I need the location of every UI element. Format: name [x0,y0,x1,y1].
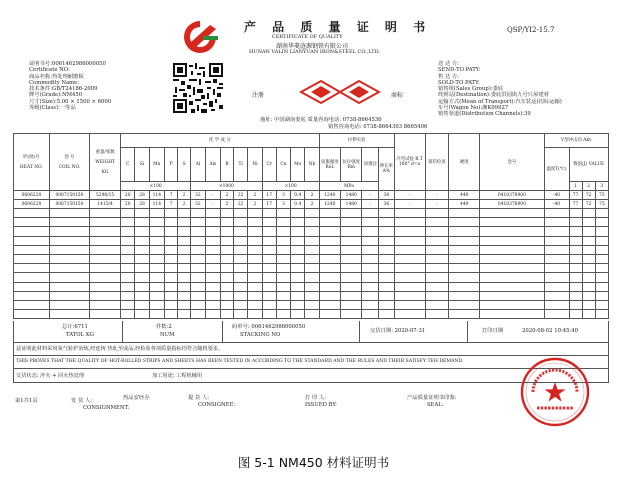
total-weight: 总计:6711 [62,324,88,330]
el-c: C [121,148,135,182]
chem-cell: 2 [178,200,191,209]
detect-cell: - [425,200,449,209]
empty-row [14,310,609,319]
chem-cell: 32 [191,200,205,209]
heat-no-cell: 0606228 [14,200,50,209]
el-p: P [165,148,178,182]
coil-no-cell: 0087150150 [49,200,89,209]
chem-cell: 2 [220,191,233,200]
v3-cell: 75 [595,191,608,200]
empty-row [14,245,609,254]
yield-ratio-header: 屈强比 [362,148,379,182]
print-date-label: 打印日期 [482,328,504,334]
empty-row [14,209,609,218]
bend-cell: - [394,200,425,209]
el-al: Al [191,148,205,182]
document-title-en: CERTIFICATE OF QUALITY [272,34,343,40]
coil-no-cell: 0087150150 [49,191,89,200]
shipping-info: 送 达 方: SEND-TO PATY: 售 达 方: SOLD-TO PATY: 销售组(Sales Group):娄底 终到站(Destination):娄底洪园街九号只屋建材 运输方式(Mean of Transport):汽车装运(招标运输) 车号(Wagon No):湘K09927 销售渠道(Distribution Channels):39 [438,61,562,118]
piece-count-en: NUM [160,332,175,338]
unit-1000: ×1000 [191,182,262,191]
chem-cell: 20 [121,200,135,209]
chem-cell: - [205,200,220,209]
chem-cell: 7 [165,200,178,209]
document-code: QSP/YI2-15.7 [507,26,555,34]
company-name-en: HUNAN VALIN LIANYUAN IRON&STEEL CO.,LTD. [249,49,380,55]
piece-count: 件数:2 [156,324,172,330]
v2-cell: 72 [582,191,595,200]
el-mn: Mn [149,148,164,182]
value-header: 数值(J) VALUE [569,148,609,182]
weight-header: 重量/张数 WEIGHT KG [90,134,121,191]
trademark-label: 商标 [391,92,404,99]
trademark-icon [299,78,381,106]
chem-cell: 2 [248,191,262,200]
chem-cell: 2 [178,191,191,200]
temp-cell: -40 [544,200,569,209]
v2-cell: 72 [582,200,595,209]
el-s: S [178,148,191,182]
detect-cell: - [425,191,449,200]
temperature-header: 温度T(℃) [544,148,569,191]
el-si: Si [135,148,149,182]
chem-cell: 28 [135,191,149,200]
table-row [14,200,609,209]
el-mo: Mo [291,148,305,182]
page-number: 第1共1页 [15,398,38,404]
ratio-cell: - [362,200,379,209]
empty-row [14,282,609,291]
print-date: 2020-08-02 10:45:40 [522,328,579,334]
elongation-header: 伸长率A% [379,148,394,191]
yield-header: 屈服强度ReL [319,148,340,182]
chem-cell: 17 [262,200,276,209]
quality-table [13,133,609,319]
contact-address: 地址: 中国湖南娄底 质量咨询电话: 0738-8664536 销售咨询电话: 0738-8664303 8665406 [260,117,428,130]
empty-row [14,264,609,273]
chem-cell: 2 [220,200,233,209]
unit-100: ×100 [121,182,191,191]
coil2-cell: 0410378900 [480,200,544,209]
stacking-no-en: STACKING NO [240,332,281,338]
impact-idx-3: 3 [595,182,608,191]
tensile-cell: 1480 [341,191,362,200]
total-weight-en: TATOL KG [66,332,95,338]
hard-cell: 449 [449,200,480,209]
empty-row [14,218,609,227]
chem-cell: 28 [135,200,149,209]
chem-cell: 2 [305,200,319,209]
coil2-header: 卷号 [480,134,544,191]
tensile-header: 拉伸实验 [319,134,394,148]
bend-header: 冷弯试验 B.T 180° d=a [394,134,425,191]
qr-code-icon [173,63,223,113]
chem-cell: 3 [276,191,290,200]
heat-no-cell: 0606228 [14,191,50,200]
chem-cell: 7 [165,191,178,200]
elong-cell: 36 [379,191,394,200]
chem-cell: 22 [234,200,248,209]
el-ni: Ni [248,148,262,182]
weight-cell: 5296/15 [90,191,121,200]
tensile-cell: 1480 [341,200,362,209]
el-cr: Cr [262,148,276,182]
chem-cell: 20 [121,191,135,200]
chem-cell: 114 [149,200,164,209]
el-cu: Cu [276,148,290,182]
temp-cell: -40 [544,191,569,200]
chem-cell: 32 [191,191,205,200]
notes-en: THIS PROVES THAT THE QUALITY OF HOT-ROLLED STRIPS AND SHEETS HAS BEEN TESTED IN ACCORDING TO THE STANDARD AND THE RULES AND THEIR SATISFY TEH DEMAND. [13,356,609,369]
chem-cell: 3 [276,200,290,209]
empty-row [14,236,609,245]
consignor-signature: 热品安经办 [123,395,150,401]
tensile-strength-header: 抗拉强度Rm [341,148,362,182]
company-name-cn: 湖南华菱涟源钢铁有限公司 [276,43,349,50]
mpa-unit: MPa [319,182,378,191]
el-b: B [220,148,233,182]
delivery-condition: 交货状态: 淬火 + 回火热处理 加工用途: 工程机械用 [13,369,609,383]
chem-cell: 17 [262,191,276,200]
empty-row [14,300,609,309]
coil-no-header: 卷 号 COIL NO. [49,134,89,191]
el-als: Als [205,148,220,182]
chem-cell: 0.4 [291,200,305,209]
heat-no-header: 炉(批)号 HEAT NO. [14,134,50,191]
chem-cell: 22 [234,191,248,200]
impact-idx-1: 1 [569,182,582,191]
official-seal-icon [519,356,591,428]
chem-cell: 0.4 [291,191,305,200]
empty-row [14,254,609,263]
chem-cell: 2 [248,200,262,209]
empty-row [14,273,609,282]
v3-cell: 75 [595,200,608,209]
el-ti: Ti [234,148,248,182]
chem-cell: 2 [305,191,319,200]
stacking-no: 码单号: 0061462986000050 [232,324,306,330]
product-info: 证明书号:0061462986000050 Certificate NO: 商品名称:热处理耐磨板 Commodity Name: 技术条件:GB/T24186-2009 牌号(Grade):NM450 尺寸(Size):5.00 × 1500 × 6000 等级(Class):一等品 [29,61,112,112]
impact-header: V型冲击功 Akv [544,134,608,148]
yield-cell: 1240 [319,191,340,200]
empty-row [14,291,609,300]
ratio-cell: - [362,191,379,200]
empty-row [14,227,609,236]
yield-cell: 1240 [319,200,340,209]
chem-cell: - [205,191,220,200]
chem-header: 化 学 成 分 [121,134,320,148]
unit-100b: ×100 [262,182,319,191]
v1-cell: 77 [569,191,582,200]
document-title: 产 品 质 量 证 明 书 [244,20,432,34]
el-nb: Nb [305,148,319,182]
hardness-header: 硬度 [449,134,480,191]
elong-cell: 36 [379,200,394,209]
notes-cn: 兹证明此材料采用氧气转炉冶炼,经连铸 热轧至成品,经检验各项质量指标均符合随机要求。 [13,343,609,356]
detect-header: 探伤检查 [425,134,449,191]
hard-cell: 449 [449,191,480,200]
company-logo-icon [176,19,224,53]
chem-cell: 114 [149,191,164,200]
impact-idx-2: 2 [582,182,595,191]
bend-cell: - [394,191,425,200]
delivery-date: 交货日期: 2020-07-31 [370,328,426,334]
summary-row [13,321,609,343]
table-row [14,191,609,200]
v1-cell: 77 [569,200,582,209]
registered-label: 注册 [252,92,265,99]
weight-cell: 1415/4 [90,200,121,209]
coil2-cell: 0410378900 [480,191,544,200]
figure-caption: 图 5-1 NM450 材料证明书 [237,455,390,470]
